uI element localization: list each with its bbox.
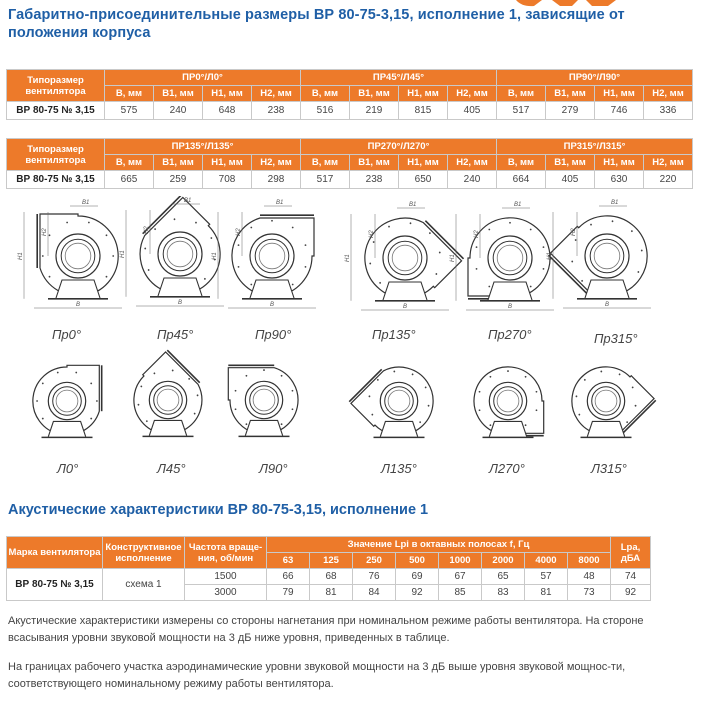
acoustic-heading: Акустические характеристики ВР 80-75-3,15, исполнение 1 bbox=[8, 502, 429, 518]
sub-header: B1, мм bbox=[546, 86, 595, 102]
sub-header: H2, мм bbox=[252, 155, 301, 171]
fan-drawing-l-270 bbox=[474, 367, 544, 438]
design-cell: схема 1 bbox=[103, 569, 185, 601]
svg-text:H2: H2 bbox=[144, 226, 150, 234]
group-header: ПР315°/Л315° bbox=[497, 139, 693, 155]
svg-text:B1: B1 bbox=[184, 198, 192, 204]
cell: 298 bbox=[252, 171, 301, 189]
sub-header: H2, мм bbox=[252, 86, 301, 102]
cell: 81 bbox=[525, 585, 568, 601]
fan-drawing-l-135 bbox=[349, 352, 447, 450]
caption-l270: Л270° bbox=[489, 461, 525, 476]
svg-text:B1: B1 bbox=[611, 200, 619, 206]
speed-cell: 3000 bbox=[185, 585, 267, 601]
fan-drawing-pr-0 bbox=[18, 200, 122, 308]
svg-text:B1: B1 bbox=[409, 202, 417, 208]
svg-text:B1: B1 bbox=[82, 200, 90, 206]
freq-header: 8000 bbox=[568, 553, 611, 569]
cell: 575 bbox=[105, 102, 154, 120]
cell: 68 bbox=[310, 569, 353, 585]
cell: 81 bbox=[310, 585, 353, 601]
cell: 664 bbox=[497, 171, 546, 189]
fan-drawing-pr-90 bbox=[212, 200, 316, 308]
fan-drawing-pr-270 bbox=[450, 202, 554, 310]
svg-text:B: B bbox=[508, 304, 513, 310]
note-1: Акустические характеристики измерены со стороны нагнетания при номинальном режиме работы вентилятора. На стороне всасывания уровни звуковой мощности на 3 дБ ниже уровня, приведенных в таблице. bbox=[8, 615, 644, 644]
cell: 76 bbox=[353, 569, 396, 585]
fan-drawing-l-315 bbox=[558, 352, 656, 450]
cell: 48 bbox=[568, 569, 611, 585]
table-row bbox=[7, 102, 693, 120]
svg-text:B: B bbox=[76, 302, 81, 308]
svg-text:H2: H2 bbox=[236, 228, 242, 236]
svg-text:H2: H2 bbox=[42, 228, 48, 236]
freq-header: 2000 bbox=[482, 553, 525, 569]
sub-header: B1, мм bbox=[154, 155, 203, 171]
cell: 79 bbox=[267, 585, 310, 601]
cell: 279 bbox=[546, 102, 595, 120]
fan-drawing-l-45 bbox=[119, 350, 217, 448]
freq-header: 1000 bbox=[439, 553, 482, 569]
sub-header: B, мм bbox=[301, 86, 350, 102]
freq-header: 500 bbox=[396, 553, 439, 569]
sub-header: H1, мм bbox=[399, 86, 448, 102]
sub-header: B1, мм bbox=[154, 86, 203, 102]
group-header: ПР45°/Л45° bbox=[301, 70, 497, 86]
svg-text:H1: H1 bbox=[212, 252, 218, 260]
svg-text:H1: H1 bbox=[450, 254, 456, 262]
caption-pr270: Пр270° bbox=[488, 327, 532, 342]
sub-header: H2, мм bbox=[644, 86, 693, 102]
sub-header: B1, мм bbox=[546, 155, 595, 171]
svg-text:H1: H1 bbox=[120, 250, 126, 258]
fan-drawing-pr-45 bbox=[120, 196, 238, 311]
svg-text:H2: H2 bbox=[474, 230, 480, 238]
svg-text:B: B bbox=[178, 300, 183, 306]
dimensions-heading: Габаритно-присоединительные размеры ВР 80-75-3,15, исполнение 1, зависящие от положения корпуса bbox=[8, 7, 625, 41]
cell: 67 bbox=[439, 569, 482, 585]
svg-text:H2: H2 bbox=[369, 230, 375, 238]
cell: 83 bbox=[482, 585, 525, 601]
caption-pr315: Пр315° bbox=[594, 331, 638, 346]
sub-header: B1, мм bbox=[350, 155, 399, 171]
caption-pr90: Пр90° bbox=[255, 327, 292, 342]
cell: 85 bbox=[439, 585, 482, 601]
svg-text:B: B bbox=[605, 302, 610, 308]
fan-drawing-pr-315 bbox=[547, 198, 664, 313]
cell: 238 bbox=[350, 171, 399, 189]
svg-text:B1: B1 bbox=[514, 202, 522, 208]
cell: 336 bbox=[644, 102, 693, 120]
fan-drawing-l-90 bbox=[228, 365, 298, 436]
cell: 650 bbox=[399, 171, 448, 189]
sub-header: H1, мм bbox=[203, 86, 252, 102]
cell: 708 bbox=[203, 171, 252, 189]
band-header: Значение Lpi в октавных полосах f, Гц bbox=[267, 537, 611, 553]
caption-l0: Л0° bbox=[57, 461, 79, 476]
fan-drawing-pr-135 bbox=[345, 201, 464, 316]
svg-text:H2: H2 bbox=[571, 228, 577, 236]
group-header: ПР270°/Л270° bbox=[301, 139, 497, 155]
row-name: ВР 80-75 № 3,15 bbox=[7, 171, 105, 189]
sub-header: B, мм bbox=[497, 155, 546, 171]
cell: 517 bbox=[301, 171, 350, 189]
sub-header: H1, мм bbox=[595, 155, 644, 171]
caption-l315: Л315° bbox=[591, 461, 627, 476]
note-2: На границах рабочего участка аэродинамические уровни звуковой мощности на 3 дБ выше уровня звуковой мощнос-ти, соответствующего номинальному режиму работы вентилятора. bbox=[8, 661, 626, 690]
caption-pr0: Пр0° bbox=[52, 327, 82, 342]
row-name: ВР 80-75 № 3,15 bbox=[7, 102, 105, 120]
cell: 219 bbox=[350, 102, 399, 120]
fan-drawing-l-0 bbox=[33, 365, 102, 437]
fan-drawings bbox=[0, 196, 707, 496]
sub-header: H1, мм bbox=[203, 155, 252, 171]
cell: 746 bbox=[595, 102, 644, 120]
speed-cell: 1500 bbox=[185, 569, 267, 585]
sub-header: B, мм bbox=[105, 155, 154, 171]
freq-header: 63 bbox=[267, 553, 310, 569]
cell: 57 bbox=[525, 569, 568, 585]
design-header: Конструктивное исполнение bbox=[103, 537, 185, 569]
caption-pr45: Пр45° bbox=[157, 327, 194, 342]
freq-header: 4000 bbox=[525, 553, 568, 569]
group-header: ПР135°/Л135° bbox=[105, 139, 301, 155]
table-row bbox=[7, 569, 651, 585]
cell: 240 bbox=[448, 171, 497, 189]
sub-header: H2, мм bbox=[448, 155, 497, 171]
svg-text:H1: H1 bbox=[345, 254, 351, 262]
dimensions-table-1 bbox=[6, 69, 693, 120]
cell: 92 bbox=[396, 585, 439, 601]
sub-header: B, мм bbox=[301, 155, 350, 171]
cell: 630 bbox=[595, 171, 644, 189]
cell: 517 bbox=[497, 102, 546, 120]
cell: 238 bbox=[252, 102, 301, 120]
sub-header: H2, мм bbox=[448, 86, 497, 102]
caption-l90: Л90° bbox=[259, 461, 288, 476]
group-header: ПР90°/Л90° bbox=[497, 70, 693, 86]
cell: 648 bbox=[203, 102, 252, 120]
cell: 405 bbox=[546, 171, 595, 189]
cell: 66 bbox=[267, 569, 310, 585]
cell: 220 bbox=[644, 171, 693, 189]
caption-l135: Л135° bbox=[381, 461, 417, 476]
lpa-header: Lpa, дБА bbox=[611, 537, 651, 569]
lpa-cell: 74 bbox=[611, 569, 651, 585]
svg-text:B: B bbox=[403, 304, 408, 310]
sub-header: H1, мм bbox=[595, 86, 644, 102]
sub-header: B1, мм bbox=[350, 86, 399, 102]
mark-header: Марка вентилятора bbox=[7, 537, 103, 569]
cell: 665 bbox=[105, 171, 154, 189]
svg-text:H1: H1 bbox=[18, 252, 24, 260]
freq-header: 125 bbox=[310, 553, 353, 569]
sub-header: B, мм bbox=[105, 86, 154, 102]
cell: 65 bbox=[482, 569, 525, 585]
cell: 516 bbox=[301, 102, 350, 120]
cell: 84 bbox=[353, 585, 396, 601]
cell: 259 bbox=[154, 171, 203, 189]
size-header: Типоразмер вентилятора bbox=[7, 139, 105, 171]
sub-header: B, мм bbox=[497, 86, 546, 102]
freq-header: 250 bbox=[353, 553, 396, 569]
svg-text:B1: B1 bbox=[276, 200, 284, 206]
size-header: Типоразмер вентилятора bbox=[7, 70, 105, 102]
dimensions-table-2 bbox=[6, 138, 693, 189]
caption-pr135: Пр135° bbox=[372, 327, 416, 342]
cell: 240 bbox=[154, 102, 203, 120]
cell: 73 bbox=[568, 585, 611, 601]
speed-header: Частота враще-ния, об/мин bbox=[185, 537, 267, 569]
cell: 405 bbox=[448, 102, 497, 120]
table-row bbox=[7, 171, 693, 189]
caption-l45: Л45° bbox=[157, 461, 186, 476]
svg-text:H1: H1 bbox=[547, 252, 553, 260]
lpa-cell: 92 bbox=[611, 585, 651, 601]
cell: 69 bbox=[396, 569, 439, 585]
svg-text:B: B bbox=[270, 302, 275, 308]
sub-header: H1, мм bbox=[399, 155, 448, 171]
group-header: ПР0°/Л0° bbox=[105, 70, 301, 86]
acoustic-table bbox=[6, 536, 651, 601]
cell: 815 bbox=[399, 102, 448, 120]
row-name: ВР 80-75 № 3,15 bbox=[7, 569, 103, 601]
sub-header: H2, мм bbox=[644, 155, 693, 171]
